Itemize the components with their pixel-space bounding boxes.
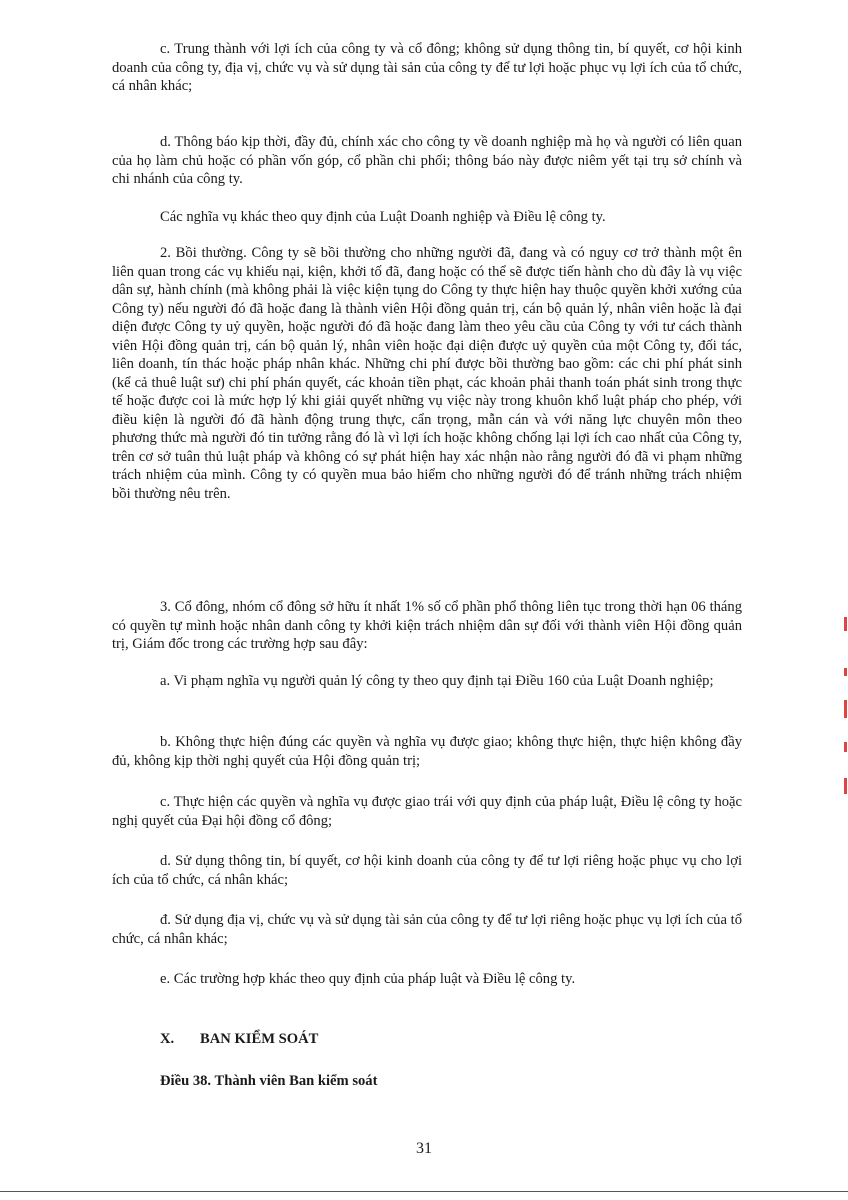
stamp-edge-mark <box>844 700 847 718</box>
paragraph-case-b: b. Không thực hiện đúng các quyền và nghĩa vụ được giao; không thực hiện, thực hiện không đầy đủ, không kịp thời nghị quyết của Hội đồng quản trị; <box>112 734 742 769</box>
paragraph-case-d: d. Sử dụng thông tin, bí quyết, cơ hội kinh doanh của công ty để tư lợi riêng hoặc phục vụ cho lợi ích của tổ chức, cá nhân khác; <box>112 853 742 888</box>
paragraph-case-c: c. Thực hiện các quyền và nghĩa vụ được giao trái với quy định của pháp luật, Điều lệ công ty hoặc nghị quyết của Đại hội đồng cổ đông; <box>112 794 742 829</box>
stamp-edge-mark <box>844 617 847 631</box>
page-number: 31 <box>416 1140 432 1157</box>
paragraph-duty-c: c. Trung thành với lợi ích của công ty và cổ đông; không sử dụng thông tin, bí quyết, cơ hội kinh doanh của công ty, địa vị, chức vụ và sử dụng tài sản của công ty để tư lợi hoặc phục vụ lợi ích của tổ chức, cá nhân khác; <box>112 41 742 94</box>
paragraph-case-dd: đ. Sử dụng địa vị, chức vụ và sử dụng tài sản của công ty để tư lợi riêng hoặc phục vụ lợi ích của tổ chức, cá nhân khác; <box>112 912 742 947</box>
paragraph-case-a: a. Vi phạm nghĩa vụ người quản lý công ty theo quy định tại Điều 160 của Luật Doanh nghiệp; <box>160 673 714 689</box>
stamp-edge-mark <box>844 742 847 752</box>
paragraph-case-e: e. Các trường hợp khác theo quy định của pháp luật và Điều lệ công ty. <box>160 971 576 987</box>
section-heading <box>160 1030 318 1049</box>
paragraph-other-duties: Các nghĩa vụ khác theo quy định của Luật Doanh nghiệp và Điều lệ công ty. <box>160 209 606 225</box>
stamp-edge-mark <box>844 778 847 794</box>
bottom-rule <box>0 1191 848 1192</box>
paragraph-duty-d: d. Thông báo kịp thời, đầy đủ, chính xác cho công ty về doanh nghiệp mà họ và người có liên quan của họ làm chủ hoặc có phần vốn góp, cổ phần chi phối; thông báo này được niêm yết tại trụ sở chính và chi nhánh của công ty. <box>112 134 742 187</box>
article-heading: Điều 38. Thành viên Ban kiểm soát <box>160 1073 378 1089</box>
paragraph-compensation: 2. Bồi thường. Công ty sẽ bồi thường cho những người đã, đang và có nguy cơ trở thành một ên liên quan trong các vụ khiếu nại, kiện, khởi tố đã, đang hoặc có thể sẽ được tiến hành cho dù đây là vụ việc dân sự, hành chính (mà không phải là việc kiện tụng do Công ty thực hiện hay thuộc quyền khởi xướng của Công ty) nếu người đó đã hoặc đang là thành viên Hội đồng quản trị, cán bộ quản lý, nhân viên hoặc là đại diện được Công ty uỷ quyền, hoặc người đó đã hoặc đang làm theo yêu cầu của Công ty với tư cách thành viên Hội đồng quản trị, cán bộ quản lý, nhân viên hoặc đại diện được uỷ quyền của một Công ty, đối tác, liên doanh, tín thác hoặc pháp nhân khác. Những chi phí được bồi thường bao gồm: các chi phí phát sinh (kể cả thuê luật sư) chi phí phán quyết, các khoản tiền phạt, các khoản phải thanh toán phát sinh trong thực tế hoặc được coi là mức hợp lý khi giải quyết những vụ việc này trong khuôn khổ luật pháp cho phép, với điều kiện là người đó đã hành động trung thực, cẩn trọng, mẫn cán và với năng lực chuyên môn theo phương thức mà người đó tin tưởng rằng đó là vì lợi ích hoặc không chống lại lợi ích cao nhất của Công ty, trên cơ sở tuân thủ luật pháp và không có sự phát hiện hay xác nhận nào rằng người đó đã vi phạm những trách nhiệm của mình. Công ty có quyền mua bảo hiểm cho những người đó để tránh những trách nhiệm bồi thường nêu trên. <box>112 245 742 502</box>
section-number: X. <box>160 1031 175 1047</box>
stamp-edge-mark <box>844 668 847 676</box>
paragraph-shareholder-lawsuit: 3. Cổ đông, nhóm cổ đông sở hữu ít nhất 1% số cổ phần phổ thông liên tục trong thời hạn 06 tháng có quyền tự mình hoặc nhân danh công ty khởi kiện trách nhiệm dân sự đối với thành viên Hội đồng quản trị, Giám đốc trong các trường hợp sau đây: <box>112 599 742 652</box>
section-title: BAN KIỂM SOÁT <box>200 1031 319 1047</box>
